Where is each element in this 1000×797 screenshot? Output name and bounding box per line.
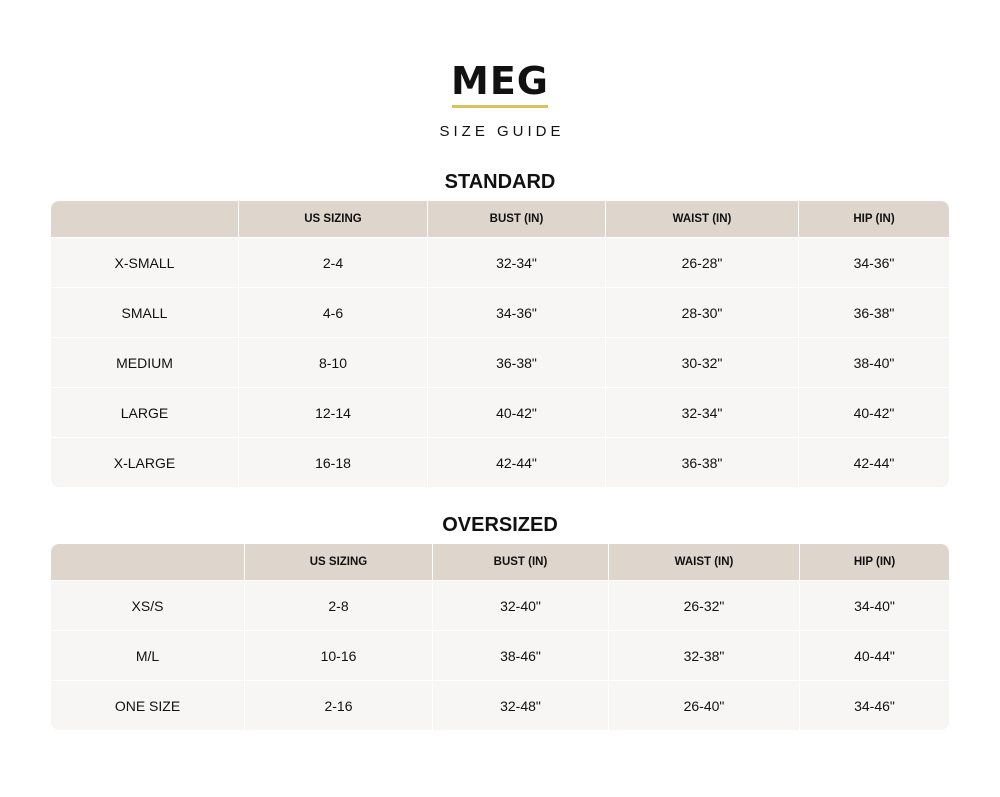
size-label: M/L — [51, 630, 244, 680]
waist-cell: 36-38" — [605, 437, 798, 487]
us-sizing-cell: 16-18 — [238, 437, 427, 487]
column-header-waist: WAIST (IN) — [605, 201, 798, 237]
size-label: ONE SIZE — [51, 680, 244, 730]
hip-cell: 40-42" — [798, 387, 949, 437]
column-header-hip: HIP (IN) — [798, 201, 949, 237]
us-sizing-cell: 12-14 — [238, 387, 427, 437]
waist-cell: 26-40" — [608, 680, 799, 730]
us-sizing-cell: 2-4 — [238, 237, 427, 287]
standard-size-table — [51, 201, 949, 487]
bust-cell: 32-34" — [427, 237, 605, 287]
us-sizing-cell: 8-10 — [238, 337, 427, 387]
table-row — [51, 680, 949, 730]
us-sizing-cell: 2-16 — [244, 680, 432, 730]
column-header — [51, 544, 244, 580]
us-sizing-cell: 10-16 — [244, 630, 432, 680]
us-sizing-cell: 4-6 — [238, 287, 427, 337]
table-row — [51, 337, 949, 387]
waist-cell: 28-30" — [605, 287, 798, 337]
column-header — [51, 201, 238, 237]
bust-cell: 36-38" — [427, 337, 605, 387]
size-label: X-SMALL — [51, 237, 238, 287]
brand-underline — [452, 105, 548, 108]
waist-cell: 26-32" — [608, 580, 799, 630]
hip-cell: 40-44" — [799, 630, 949, 680]
bust-cell: 32-48" — [432, 680, 608, 730]
hip-cell: 36-38" — [798, 287, 949, 337]
bust-cell: 34-36" — [427, 287, 605, 337]
us-sizing-cell: 2-8 — [244, 580, 432, 630]
brand-logo: MEG — [451, 59, 549, 103]
table-header-row — [51, 201, 949, 237]
table-row — [51, 630, 949, 680]
table-row — [51, 237, 949, 287]
size-label: LARGE — [51, 387, 238, 437]
bust-cell: 40-42" — [427, 387, 605, 437]
size-label: MEDIUM — [51, 337, 238, 387]
column-header-bust: BUST (IN) — [432, 544, 608, 580]
column-header-waist: WAIST (IN) — [608, 544, 799, 580]
hip-cell: 34-36" — [798, 237, 949, 287]
hip-cell: 38-40" — [798, 337, 949, 387]
table-row — [51, 580, 949, 630]
hip-cell: 34-46" — [799, 680, 949, 730]
table-header-row — [51, 544, 949, 580]
waist-cell: 32-34" — [605, 387, 798, 437]
standard-section-title: STANDARD — [444, 171, 556, 193]
column-header-hip: HIP (IN) — [799, 544, 949, 580]
page-subtitle: SIZE GUIDE — [439, 123, 565, 140]
table-row — [51, 387, 949, 437]
bust-cell: 42-44" — [427, 437, 605, 487]
size-label: XS/S — [51, 580, 244, 630]
table-row — [51, 437, 949, 487]
waist-cell: 32-38" — [608, 630, 799, 680]
bust-cell: 32-40" — [432, 580, 608, 630]
column-header-us-sizing: US SIZING — [238, 201, 427, 237]
waist-cell: 30-32" — [605, 337, 798, 387]
oversized-size-table — [51, 544, 949, 730]
table-row — [51, 287, 949, 337]
hip-cell: 42-44" — [798, 437, 949, 487]
waist-cell: 26-28" — [605, 237, 798, 287]
bust-cell: 38-46" — [432, 630, 608, 680]
hip-cell: 34-40" — [799, 580, 949, 630]
column-header-bust: BUST (IN) — [427, 201, 605, 237]
size-label: X-LARGE — [51, 437, 238, 487]
column-header-us-sizing: US SIZING — [244, 544, 432, 580]
size-label: SMALL — [51, 287, 238, 337]
oversized-section-title: OVERSIZED — [442, 514, 558, 536]
